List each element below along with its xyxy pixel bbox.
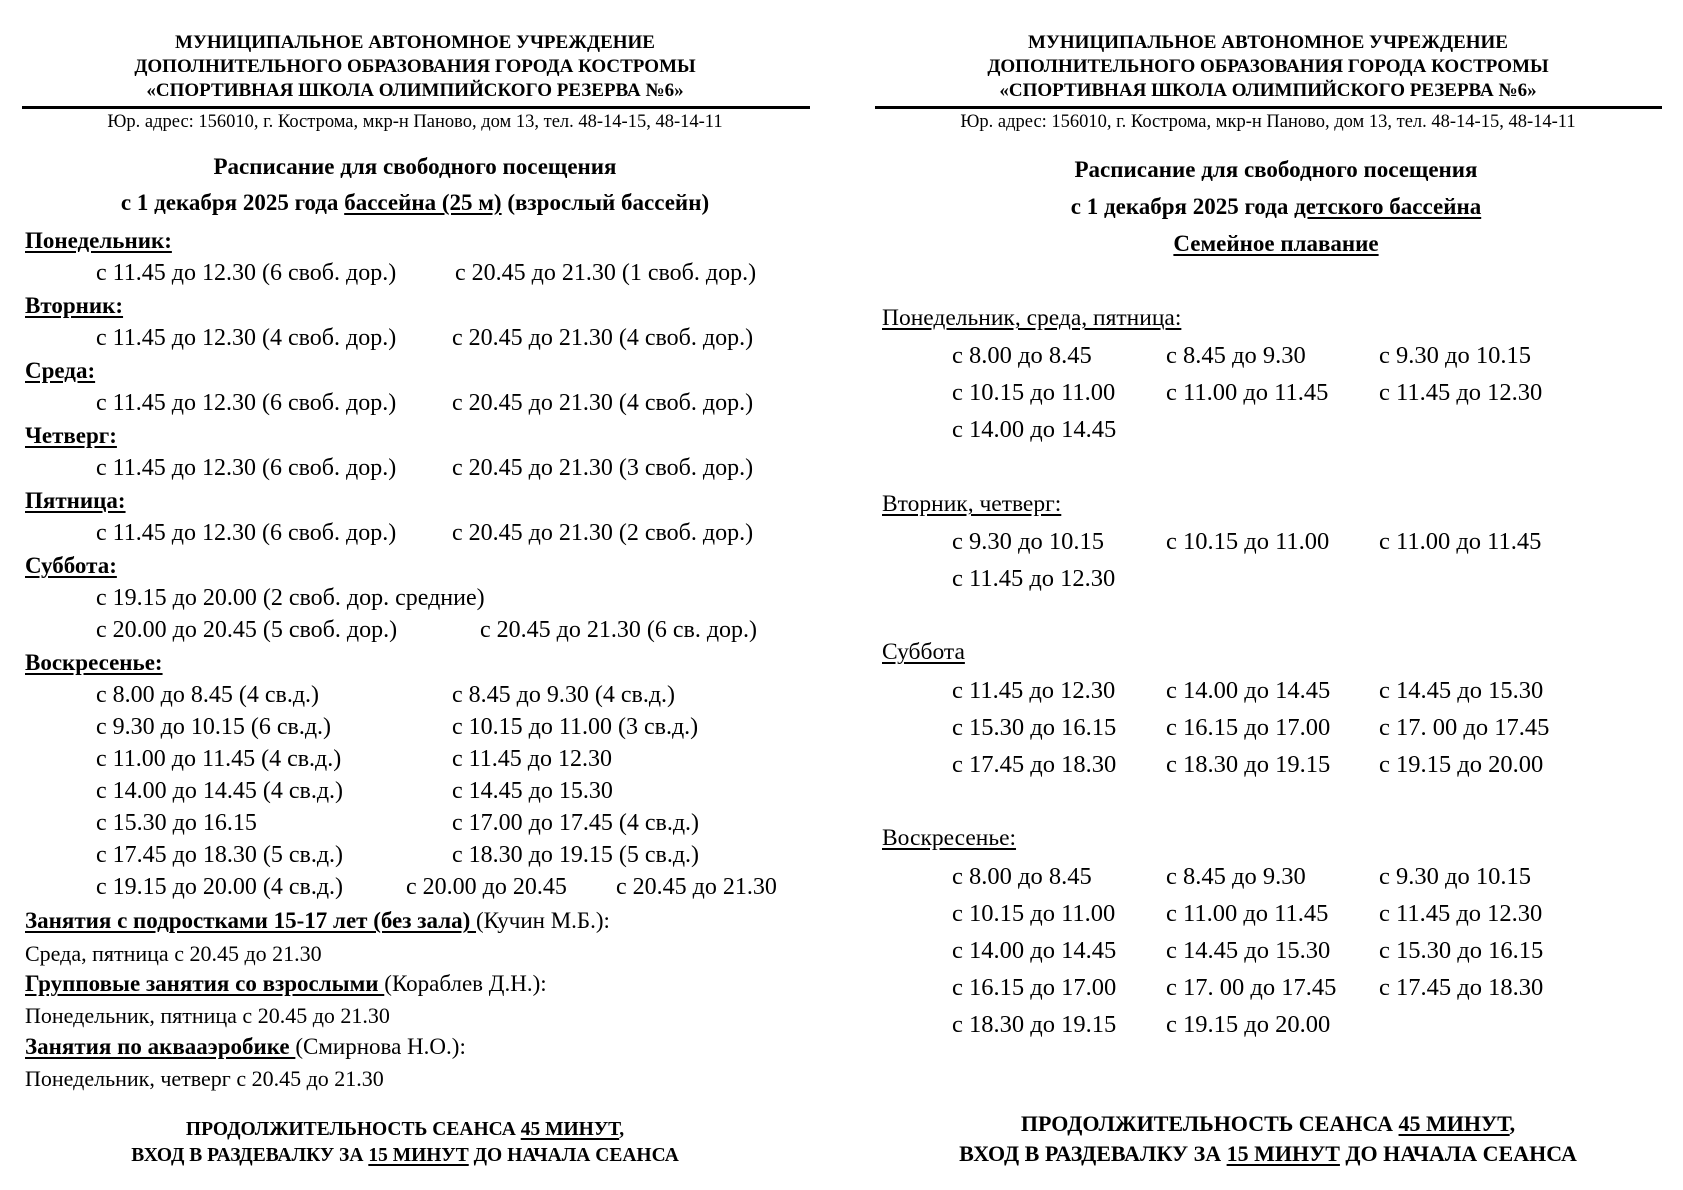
session-slot: с 11.00 до 11.45	[1166, 379, 1329, 406]
session-slot: с 10.15 до 11.00	[952, 900, 1116, 927]
note-duration: 45 МИНУТ	[1398, 1111, 1510, 1136]
session-slot: с 18.30 до 19.15	[1166, 751, 1331, 778]
session-slot: с 19.15 до 20.00 (2 своб. дор. средние)	[96, 585, 485, 611]
session-slot: с 14.00 до 14.45	[1166, 677, 1331, 704]
session-slot: с 20.45 до 21.30	[616, 874, 777, 900]
session-slot: с 8.45 до 9.30	[1166, 863, 1306, 890]
subtitle-pool: детского бассейна	[1294, 194, 1482, 219]
schedule-title: Расписание для свободного посещения	[213, 154, 617, 179]
session-slot: с 16.15 до 17.00	[952, 974, 1117, 1001]
schedule-title: Расписание для свободного посещения	[1074, 157, 1478, 182]
session-slot: с 11.45 до 12.30	[1379, 379, 1543, 406]
day-heading-saturday: Суббота	[882, 639, 965, 665]
session-slot: с 20.45 до 21.30 (3 своб. дор.)	[452, 455, 754, 481]
class-teens	[25, 909, 610, 932]
subtitle-pool: бассейна (25 м)	[344, 190, 502, 215]
note-entry-time: 15 МИНУТ	[1226, 1141, 1340, 1166]
day-heading-thursday: Четверг:	[25, 423, 117, 448]
session-slot: с 17.45 до 18.30 (5 св.д.)	[96, 842, 344, 868]
session-slot: с 11.00 до 11.45	[1379, 528, 1542, 555]
note-text: ВХОД В РАЗДЕВАЛКУ ЗА	[959, 1141, 1227, 1166]
org-name-line-3: «СПОРТИВНАЯ ШКОЛА ОЛИМПИЙСКОГО РЕЗЕРВА №6»	[146, 80, 684, 101]
schedule-subtitle	[121, 191, 709, 214]
session-slot: с 9.30 до 10.15	[1379, 863, 1531, 890]
session-slot: с 19.15 до 20.00 (4 св.д.)	[96, 874, 344, 900]
session-slot: с 19.15 до 20.00	[1379, 751, 1544, 778]
session-slot: с 11.45 до 12.30 (6 своб. дор.)	[96, 455, 397, 481]
session-slot: с 8.00 до 8.45 (4 св.д.)	[96, 682, 320, 708]
session-slot: с 11.45 до 12.30	[452, 746, 612, 772]
session-slot: с 17. 00 до 17.45	[1379, 714, 1550, 741]
session-duration-note	[186, 1120, 624, 1140]
session-slot: с 14.00 до 14.45 (4 св.д.)	[96, 778, 344, 804]
org-name-line-2: ДОПОЛНИТЕЛЬНОГО ОБРАЗОВАНИЯ ГОРОДА КОСТРОМЫ	[987, 56, 1549, 77]
session-slot: с 8.45 до 9.30 (4 св.д.)	[452, 682, 676, 708]
session-slot: с 20.45 до 21.30 (4 своб. дор.)	[452, 390, 754, 416]
session-slot: с 11.45 до 12.30 (6 своб. дор.)	[96, 390, 397, 416]
session-slot: с 10.15 до 11.00 (3 св.д.)	[452, 714, 699, 740]
class-schedule: Понедельник, пятница с 20.45 до 21.30	[25, 1003, 390, 1028]
class-title: Занятия по аквааэробике	[25, 1034, 296, 1059]
class-title: Занятия с подростками 15-17 лет (без зала)	[25, 908, 477, 933]
session-slot: с 9.30 до 10.15	[952, 528, 1104, 555]
session-slot: с 15.30 до 16.15	[952, 714, 1117, 741]
session-slot: с 10.15 до 11.00	[1166, 528, 1330, 555]
legal-address: Юр. адрес: 156010, г. Кострома, мкр-н Паново, дом 13, тел. 48-14-15, 48-14-11	[107, 112, 723, 132]
session-slot: с 11.45 до 12.30	[1379, 900, 1543, 927]
session-slot: с 8.00 до 8.45	[952, 863, 1092, 890]
day-heading-wednesday: Среда:	[25, 358, 96, 383]
session-slot: с 8.45 до 9.30	[1166, 342, 1306, 369]
session-slot: с 11.45 до 12.30	[952, 565, 1116, 592]
session-slot: с 18.30 до 19.15	[952, 1011, 1117, 1038]
session-slot: с 17.00 до 17.45 (4 св.д.)	[452, 810, 700, 836]
locker-entry-note	[131, 1146, 679, 1166]
session-slot: с 20.45 до 21.30 (1 своб. дор.)	[455, 260, 757, 286]
session-slot: с 11.45 до 12.30 (6 своб. дор.)	[96, 520, 397, 546]
class-schedule: Среда, пятница с 20.45 до 21.30	[25, 941, 322, 966]
note-text: ДО НАЧАЛА СЕАНСА	[468, 1145, 679, 1166]
note-text: ВХОД В РАЗДЕВАЛКУ ЗА	[131, 1145, 369, 1166]
class-coach: (Кораблев Д.Н.):	[384, 971, 547, 996]
session-slot: с 20.45 до 21.30 (6 св. дор.)	[480, 617, 758, 643]
note-text: ,	[619, 1119, 625, 1140]
header-divider	[875, 106, 1662, 109]
day-heading-monday: Понедельник:	[25, 228, 172, 253]
family-swimming-title: Семейное плавание	[1173, 231, 1379, 256]
session-slot: с 17.45 до 18.30	[1379, 974, 1544, 1001]
session-slot: с 11.00 до 11.45 (4 св.д.)	[96, 746, 342, 772]
session-slot: с 9.30 до 10.15 (6 св.д.)	[96, 714, 332, 740]
session-slot: с 17. 00 до 17.45	[1166, 974, 1337, 1001]
session-slot: с 16.15 до 17.00	[1166, 714, 1331, 741]
session-slot: с 15.30 до 16.15	[1379, 937, 1544, 964]
session-slot: с 14.00 до 14.45	[952, 416, 1117, 443]
day-heading-saturday: Суббота:	[25, 553, 117, 578]
session-slot: с 14.45 до 15.30	[1166, 937, 1331, 964]
session-slot: с 18.30 до 19.15 (5 св.д.)	[452, 842, 700, 868]
day-heading-sunday: Воскресенье:	[882, 825, 1017, 851]
org-name-line-1: МУНИЦИПАЛЬНОЕ АВТОНОМНОЕ УЧРЕЖДЕНИЕ	[175, 32, 655, 53]
session-slot: с 20.45 до 21.30 (4 своб. дор.)	[452, 325, 754, 351]
session-slot: с 9.30 до 10.15	[1379, 342, 1531, 369]
note-duration: 45 МИНУТ	[520, 1119, 620, 1140]
session-slot: с 11.45 до 12.30	[952, 677, 1116, 704]
session-slot: с 14.00 до 14.45	[952, 937, 1117, 964]
day-heading-tuesday: Вторник:	[25, 293, 124, 318]
subtitle-date: с 1 декабря 2025 года	[120, 190, 345, 215]
session-slot: с 19.15 до 20.00	[1166, 1011, 1331, 1038]
note-entry-time: 15 МИНУТ	[368, 1145, 469, 1166]
day-heading-tue-thu: Вторник, четверг:	[882, 491, 1062, 517]
session-slot: с 20.00 до 20.45	[406, 874, 567, 900]
session-slot: с 11.45 до 12.30 (4 своб. дор.)	[96, 325, 397, 351]
class-title: Групповые занятия со взрослыми	[25, 971, 385, 996]
legal-address: Юр. адрес: 156010, г. Кострома, мкр-н Паново, дом 13, тел. 48-14-15, 48-14-11	[960, 112, 1576, 132]
day-heading-sunday: Воскресенье:	[25, 650, 163, 675]
class-aqua-aerobics	[25, 1035, 466, 1058]
org-name-line-2: ДОПОЛНИТЕЛЬНОГО ОБРАЗОВАНИЯ ГОРОДА КОСТРОМЫ	[134, 56, 696, 77]
subtitle-date: с 1 декабря 2025 года	[1070, 194, 1295, 219]
class-schedule: Понедельник, четверг с 20.45 до 21.30	[25, 1066, 384, 1091]
class-coach: (Смирнова Н.О.):	[295, 1034, 466, 1059]
note-text: ПРОДОЛЖИТЕЛЬНОСТЬ СЕАНСА	[185, 1119, 521, 1140]
session-slot: с 14.45 до 15.30	[1379, 677, 1544, 704]
header-divider	[22, 106, 810, 109]
session-slot: с 20.00 до 20.45 (5 своб. дор.)	[96, 617, 398, 643]
note-text: ПРОДОЛЖИТЕЛЬНОСТЬ СЕАНСА	[1020, 1111, 1399, 1136]
session-duration-note	[1021, 1113, 1515, 1135]
locker-entry-note	[959, 1143, 1577, 1165]
session-slot: с 20.45 до 21.30 (2 своб. дор.)	[452, 520, 754, 546]
day-heading-mon-wed-fri: Понедельник, среда, пятница:	[882, 305, 1182, 331]
class-coach: (Кучин М.Б.):	[476, 908, 610, 933]
session-slot: с 11.45 до 12.30 (6 своб. дор.)	[96, 260, 397, 286]
class-adults-group	[25, 972, 547, 995]
session-slot: с 10.15 до 11.00	[952, 379, 1116, 406]
session-slot: с 17.45 до 18.30	[952, 751, 1117, 778]
note-text: ,	[1509, 1111, 1516, 1136]
session-slot: с 14.45 до 15.30	[452, 778, 613, 804]
subtitle-pool-type: (взрослый бассейн)	[501, 190, 710, 215]
session-slot: с 15.30 до 16.15	[96, 810, 257, 836]
day-heading-friday: Пятница:	[25, 488, 126, 513]
org-name-line-1: МУНИЦИПАЛЬНОЕ АВТОНОМНОЕ УЧРЕЖДЕНИЕ	[1028, 32, 1508, 53]
session-slot: с 11.00 до 11.45	[1166, 900, 1329, 927]
session-slot: с 8.00 до 8.45	[952, 342, 1092, 369]
schedule-subtitle	[1071, 195, 1481, 218]
org-name-line-3: «СПОРТИВНАЯ ШКОЛА ОЛИМПИЙСКОГО РЕЗЕРВА №6»	[999, 80, 1537, 101]
note-text: ДО НАЧАЛА СЕАНСА	[1339, 1141, 1577, 1166]
